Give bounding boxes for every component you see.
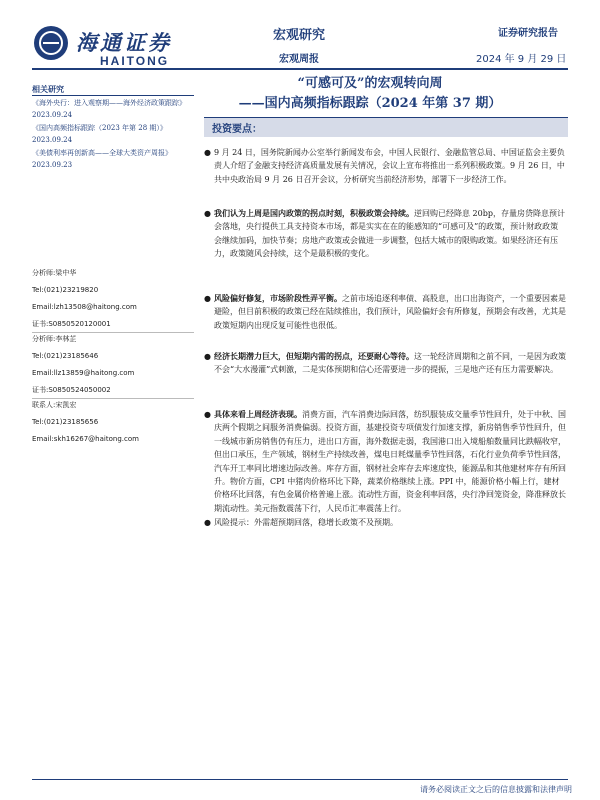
related-item-title: 《国内高频指标跟踪（2023 年第 28 期）》 xyxy=(32,124,167,132)
analyst-name: 分析师:李林芷 xyxy=(32,335,77,343)
bullet-item xyxy=(204,350,566,377)
bullet-bold: 风险偏好修复，市场阶段性弄平衡。 xyxy=(214,293,342,303)
bullet-item xyxy=(204,146,566,186)
bullet-bold: 我们认为上周是国内政策的拐点时刻，积极政策会持续。 xyxy=(214,208,414,218)
bullet-text: 9 月 24 日，国务院新闻办公室举行新闻发布会，中国人民银行、金融监管总局、中国证监会主要负责人介绍了金融支持经济高质量发展有关情况，会议上宣布将推出一系列积极政策。9 月 26 日，中共中央政治局 9 月 26 日召开会议，分析研究当前经济形势，部署下一步经济工作。 xyxy=(214,148,565,184)
footer-divider xyxy=(32,779,568,780)
logo-icon xyxy=(34,26,68,60)
report-category: 宏观研究 xyxy=(273,28,326,43)
analyst-email[interactable]: Email:llz13859@haitong.com xyxy=(32,369,135,377)
analyst-name: 分析师:梁中华 xyxy=(32,269,77,277)
related-divider xyxy=(32,95,194,96)
bullet-item xyxy=(204,408,566,515)
bullet-bold: 经济长期潜力巨大，但短期内需的拐点，还要耐心等待。 xyxy=(214,351,414,361)
bullet-icon: ● xyxy=(204,209,211,218)
analyst-tel: Tel:(021)23185656 xyxy=(32,418,99,426)
related-item[interactable] xyxy=(32,97,194,121)
analyst-tel: Tel:(021)23185646 xyxy=(32,352,99,360)
analyst-name: 联系人:宋凯宏 xyxy=(32,401,77,409)
analyst-email[interactable]: Email:lzh13508@haitong.com xyxy=(32,303,137,311)
bullet-bold: 具体来看上周经济表现。 xyxy=(214,409,302,419)
report-type: 证券研究报告 xyxy=(498,28,558,39)
bullet-text: 消费方面，汽车消费边际回落，纺织服装成交量季节性回升，处于中秋、国庆两个假期之间服务消费偏弱。投资方面，基建投资专项债发行加速支撑，新房销售季节性回升，但一线城市新房销售仍有压力，进出口方面，海外数据走弱，我国港口出入境船舶数量同比跌幅收窄，但出口承压，生产领域，钢材生产持续改善，煤电日耗煤量季节性回落，石化行业负荷季节性回落，汽车开工率同比增速边际改善。库存方面，钢材社会库存去库速度快，能源品和其他建材库存有所回升。物价方面，CPI 中猪肉价格环比下降，蔬菜价格继续上涨。PPI 中，能源价格小幅上行，建材价格环比回落，有色金属价格普遍上涨。流动性方面，资金利率回落，央行净回笼资金，降准释放长期流动性。美元指数震荡下行，人民币汇率震荡上行。 xyxy=(214,410,566,513)
analyst-cert: 证书:S0850524050002 xyxy=(32,386,111,394)
bullet-icon: ● xyxy=(204,294,211,303)
related-heading: 相关研究 xyxy=(32,84,64,94)
analyst-block xyxy=(32,267,194,445)
bullet-item xyxy=(204,207,566,261)
bullet-icon: ● xyxy=(204,410,211,419)
bullet-text: 之前市场追逐利率债、高股息，出口出海资产，一个重要因素是避险，但目前积极的政策已经在陆续推出，我们预计，风险偏好会有所修复，预期会有改善，尤其是政策短期内出现反复可能性也很低。 xyxy=(214,294,566,330)
related-item-date: 2023.09.23 xyxy=(32,161,73,169)
related-research xyxy=(32,84,194,171)
header-divider xyxy=(32,68,568,70)
footer-disclaimer: 请务必阅读正文之后的信息披露和法律声明 xyxy=(420,785,572,794)
bullet-item xyxy=(204,292,566,332)
logo-en: HAITONG xyxy=(100,54,170,68)
bullet-item xyxy=(204,516,566,529)
report-subcategory: 宏观周报 xyxy=(279,54,319,65)
logo-cn: 海通证券 xyxy=(76,30,172,55)
points-heading: 投资要点： xyxy=(212,124,262,135)
related-item-title: 《美债利率再创新高——全球大类资产周报》 xyxy=(32,149,172,157)
related-item-date: 2023.09.24 xyxy=(32,136,73,144)
related-item[interactable] xyxy=(32,147,194,171)
report-title-line1: “可感可及”的宏观转向周 xyxy=(297,76,443,91)
related-item-date: 2023.09.24 xyxy=(32,111,73,119)
related-item[interactable] xyxy=(32,122,194,146)
analyst-email[interactable]: Email:skh16267@haitong.com xyxy=(32,435,139,443)
related-item-title: 《海外央行：进入观察期——海外经济政策跟踪》 xyxy=(32,99,186,107)
analyst-tel: Tel:(021)23219820 xyxy=(32,286,99,294)
analyst-cert: 证书:S0850520120001 xyxy=(32,320,111,328)
report-date: 2024 年 9 月 29 日 xyxy=(476,54,567,65)
bullet-text: 风险提示：外需超预期回落，稳增长政策不及预期。 xyxy=(214,518,398,527)
bullet-text: 逆回购已经降息 20bp，存量房贷降息预计会落地，央行提供工具支持资本市场，都是实实在在的能感知的“可感可及”的政策，预计财政政策会继续加码，加快节奏；房地产政策或会做进一步调整，包括大城市的限购政策。如果经济还有压力，政策随风会持续，这个是最积极的变化。 xyxy=(214,209,565,259)
report-title-line2: ——国内高频指标跟踪（2024 年第 37 期） xyxy=(238,96,502,111)
bullet-icon: ● xyxy=(204,518,211,527)
bullet-icon: ● xyxy=(204,148,211,157)
bullet-text: 这一轮经济周期和之前不同，一是因为政策不会“大水漫灌”式刺激，二是实体预期和信心还需要进一步的提振，三是地产还有压力需要解决。 xyxy=(214,352,566,375)
bullet-icon: ● xyxy=(204,352,211,361)
